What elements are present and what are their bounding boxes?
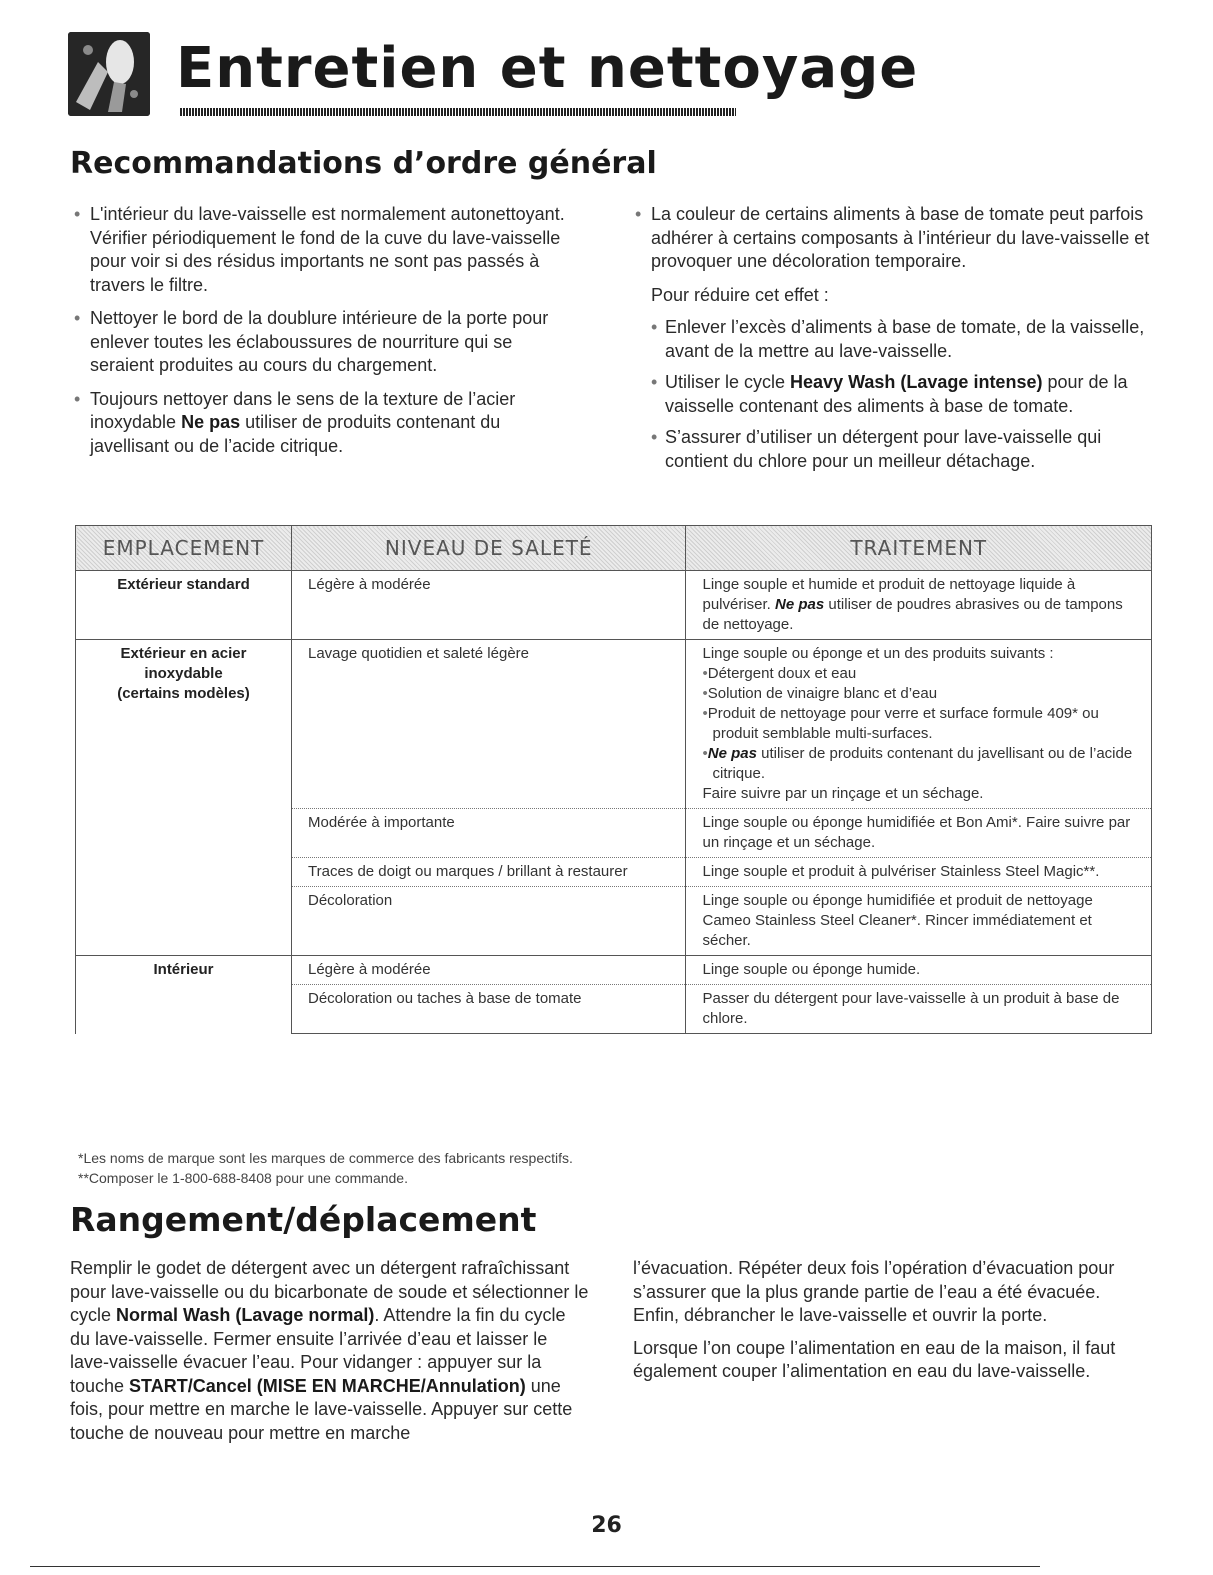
page-title: Entretien et nettoyage <box>176 36 919 101</box>
table-row <box>76 956 1152 985</box>
header-treatment: TRAITEMENT <box>686 526 1152 571</box>
treatment-cell: Linge souple ou éponge humidifiée et produit de nettoyage Cameo Stainless Steel Cleaner*. Rincer immédiatement et sécher. <box>686 887 1152 956</box>
section-header <box>68 22 919 122</box>
treatment-cell: Linge souple ou éponge humidifiée et Bon Ami*. Faire suivre par un rinçage et un séchage. <box>686 809 1152 858</box>
page-number: 26 <box>591 1513 622 1538</box>
footnotes <box>78 1148 573 1188</box>
storage-paragraph-3: Lorsque l’on coupe l’alimentation en eau de la maison, il faut également couper l’alimentation en eau du lave-vaisselle. <box>633 1337 1116 1381</box>
treatment-cell: Linge souple et humide et produit de nettoyage liquide à pulvériser. Ne pas utiliser de poudres abrasives ou de tampons de nettoyage. <box>686 571 1152 640</box>
general-bullet-3: • Toujours nettoyer dans le sens de la texture de l’acier inoxydable Ne pas utiliser de produits contenant du javellisant ou de l’acide citrique. <box>72 388 572 459</box>
general-heading: Recommandations d’ordre général <box>70 146 657 181</box>
location-cell: Intérieur <box>76 956 292 1034</box>
soil-cell: Lavage quotidien et saleté légère <box>292 640 686 809</box>
reduce-tip-2: • Utiliser le cycle Heavy Wash (Lavage intense) pour de la vaisselle contenant des aliments à base de tomate. <box>651 371 1153 418</box>
soil-cell: Décoloration ou taches à base de tomate <box>292 985 686 1034</box>
tomate-bullet: • La couleur de certains aliments à base de tomate peut parfois adhérer à certains composants à l’intérieur du lave-vaisselle et provoquer une décoloration temporaire. <box>633 203 1153 274</box>
storage-right-column <box>633 1257 1143 1393</box>
footnote-phone: **Composer le 1-800-688-8408 pour une commande. <box>78 1170 408 1186</box>
soil-cell: Modérée à importante <box>292 809 686 858</box>
reduce-tip-3: • S’assurer d’utiliser un détergent pour lave-vaisselle qui contient du chlore pour un meilleur détachage. <box>651 426 1153 473</box>
treatment-cell: Linge souple ou éponge humide. <box>686 956 1152 985</box>
storage-paragraph-1: Remplir le godet de détergent avec un détergent rafraîchissant pour lave-vaisselle ou du bicarbonate de soude et sélectionner le cycle Normal Wash (Lavage normal). Attendre la fin du cycle du lave-vaisselle. Fermer ensuite l’arrivée d’eau et laisser le lave-vaisselle évacuer l’eau. Pour vidanger : appuyer sur la touche START/Cancel (MISE EN MARCHE/Annulation) une fois, pour mettre en marche le lave-vaisselle. Appuyer sur cette touche de nouveau pour mettre en marche <box>70 1258 589 1443</box>
treatment-cell: Passer du détergent pour lave-vaisselle à un produit à base de chlore. <box>686 985 1152 1034</box>
table-row <box>76 571 1152 640</box>
general-bullet-1: • L'intérieur du lave-vaisselle est normalement autonettoyant. Vérifier périodiquement le fond de la cuve du lave-vaisselle pour voir si des résidus importants ne sont pas passés à travers le filtre. <box>72 203 572 297</box>
cleaning-table <box>75 525 1152 1034</box>
footnote-trademark: *Les noms de marque sont les marques de commerce des fabricants respectifs. <box>78 1150 573 1166</box>
title-underline <box>180 108 736 116</box>
location-cell: Extérieur en acier inoxydable (certains modèles) <box>76 640 292 956</box>
footer-rule <box>30 1566 1040 1567</box>
reduce-intro: Pour réduire cet effet : <box>651 284 829 305</box>
header-soil-level: NIVEAU DE SALETÉ <box>292 526 686 571</box>
general-right-column <box>633 203 1153 481</box>
general-left-column <box>72 203 572 468</box>
table-header-row <box>76 526 1152 571</box>
storage-left-column <box>70 1257 590 1454</box>
soil-cell: Légère à modérée <box>292 956 686 985</box>
soil-cell: Traces de doigt ou marques / brillant à restaurer <box>292 858 686 887</box>
treatment-cell: Linge souple ou éponge et un des produits suivants : • Détergent doux et eau • Solution de vinaigre blanc et d’eau • Produit de nettoyage pour verre et surface formule 409* ou produit semblable multi-surfaces. • Ne pas utiliser de produits contenant du javellisant ou de l’acide citrique. Faire suivre par un rinçage et un séchage. <box>686 640 1152 809</box>
table-row <box>76 640 1152 809</box>
soil-cell: Décoloration <box>292 887 686 956</box>
location-cell: Extérieur standard <box>76 571 292 640</box>
reduce-tip-1: • Enlever l’excès d’aliments à base de tomate, de la vaisselle, avant de la mettre au lave-vaisselle. <box>651 316 1153 363</box>
header-location: EMPLACEMENT <box>76 526 292 571</box>
storage-heading: Rangement/déplacement <box>70 1200 537 1239</box>
general-bullet-2: • Nettoyer le bord de la doublure intérieure de la porte pour enlever toutes les éclaboussures de nourriture qui se seraient produites au cours du chargement. <box>72 307 572 378</box>
treatment-cell: Linge souple et produit à pulvériser Stainless Steel Magic**. <box>686 858 1152 887</box>
soil-cell: Légère à modérée <box>292 571 686 640</box>
storage-paragraph-2: l’évacuation. Répéter deux fois l’opération d’évacuation pour s’assurer que la plus grande partie de l’eau a été évacuée. Enfin, débrancher le lave-vaisselle et ouvrir la porte. <box>633 1258 1115 1325</box>
cleaning-icon <box>68 32 150 116</box>
